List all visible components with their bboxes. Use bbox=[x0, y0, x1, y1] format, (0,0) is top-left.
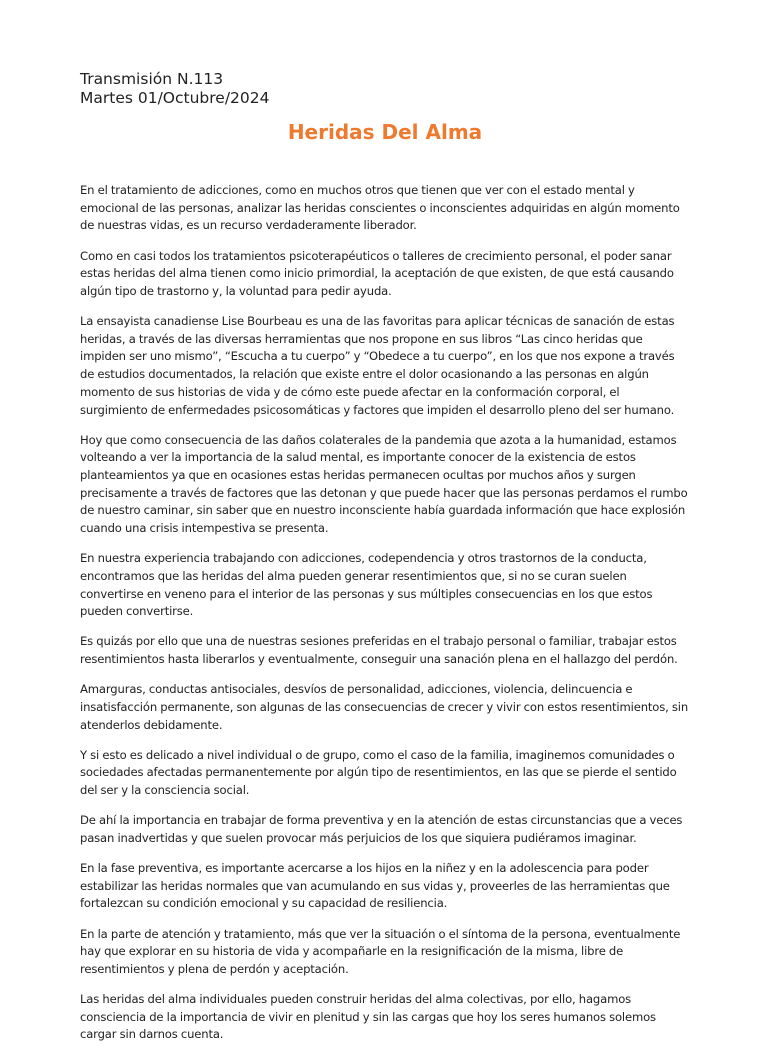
paragraph-8: Y si esto es delicado a nivel individual o de grupo, como el caso de la familia, imaginemos comunidades o sociedades afectadas permanentemente por algún tipo de resentimientos, en las que se pierde el sentido del ser y la consciencia social. bbox=[80, 747, 677, 798]
paragraph-4: Hoy que como consecuencia de las daños colaterales de la pandemia que azota a la humanidad, estamos volteando a ver la importancia de la salud mental, es importante conocer de la existencia de estos planteamientos ya que en ocasiones estas heridas permanecen ocultas por muchos años y surgen precisamente a través de factores que las detonan y que puede hacer que las personas perdamos el rumbo de nuestro caminar, sin saber que en nuestro inconsciente había guardada información que hace explosión cuando una crisis intempestiva se presenta. bbox=[80, 432, 688, 536]
paragraph-12: Las heridas del alma individuales pueden construir heridas del alma colectivas, por ello, hagamos consciencia de la importancia de vivir en plenitud y sin las cargas que hoy los seres humanos solemos cargar sin darnos cuenta. bbox=[80, 992, 656, 1042]
paragraph-6: Es quizás por ello que una de nuestras sesiones preferidas en el trabajo personal o familiar, trabajar estos resentimientos hasta liberarlos y eventualmente, conseguir una sanación plena en el hallazgo del perdón. bbox=[80, 634, 678, 667]
paragraph-3: La ensayista canadiense Lise Bourbeau es una de las favoritas para aplicar técnicas de sanación de estas heridas, a través de las diversas herramientas que nos propone en sus libros “Las cinco heridas que impiden ser uno mismo”, “Escucha a tu cuerpo” y “Obedece a tu cuerpo”, en los que nos expone a través de estudios documentados, la relación que existe entre el dolor ocasionando a las personas en algún momento de sus historias de vida y de cómo este puede afectar en la conformación corporal, el surgimiento de enfermedades psicosomáticas y factores que impiden el desarrollo pleno del ser humano. bbox=[80, 314, 675, 417]
paragraph-11: En la parte de atención y tratamiento, más que ver la situación o el síntoma de la persona, eventualmente hay que explorar en su historia de vida y acompañarle en la resignificación de la misma, libre de resentimientos y plena de perdón y aceptación. bbox=[80, 926, 681, 976]
paragraph-5: En nuestra experiencia trabajando con adicciones, codependencia y otros trastornos de la conducta, encontramos que las heridas del alma pueden generar resentimientos que, si no se curan suelen convertirse en veneno para el interior de las personas y sus múltiples consecuencias en los que estos pueden convertirse. bbox=[80, 551, 653, 619]
document-body bbox=[80, 182, 690, 1044]
transmission-date: Martes 01/Octubre/2024 bbox=[80, 89, 270, 107]
paragraph-2: Como en casi todos los tratamientos psicoterapéuticos o talleres de crecimiento personal, el poder sanar estas heridas del alma tienen como inicio primordial, la aceptación de que existen, de que está causando algún tipo de trastorno y, la voluntad para pedir ayuda. bbox=[80, 248, 674, 298]
paragraph-10: En la fase preventiva, es importante acercarse a los hijos en la niñez y en la adolescencia para poder estabilizar las heridas normales que van acumulando en sus vidas y, proveerles de las herramientas que fortalezcan su condición emocional y su capacidad de resiliencia. bbox=[80, 861, 670, 911]
paragraph-1: En el tratamiento de adicciones, como en muchos otros que tienen que ver con el estado mental y emocional de las personas, analizar las heridas conscientes o inconscientes adquiridas en algún momento de nuestras vidas, es un recurso verdaderamente liberador. bbox=[80, 183, 680, 233]
document-title: Heridas Del Alma bbox=[287, 120, 483, 144]
paragraph-9: De ahí la importancia en trabajar de forma preventiva y en la atención de estas circunstancias que a veces pasan inadvertidas y que suelen provocar más perjuicios de los que siquiera pudiéramos imaginar. bbox=[80, 813, 683, 845]
document-page bbox=[80, 70, 690, 1057]
transmission-number: Transmisión N.113 bbox=[80, 70, 224, 88]
paragraph-7: Amarguras, conductas antisociales, desvíos de personalidad, adicciones, violencia, delincuencia e insatisfacción permanente, son algunas de las consecuencias de crecer y vivir con estos resentimientos, sin atenderlos debidamente. bbox=[80, 682, 689, 732]
